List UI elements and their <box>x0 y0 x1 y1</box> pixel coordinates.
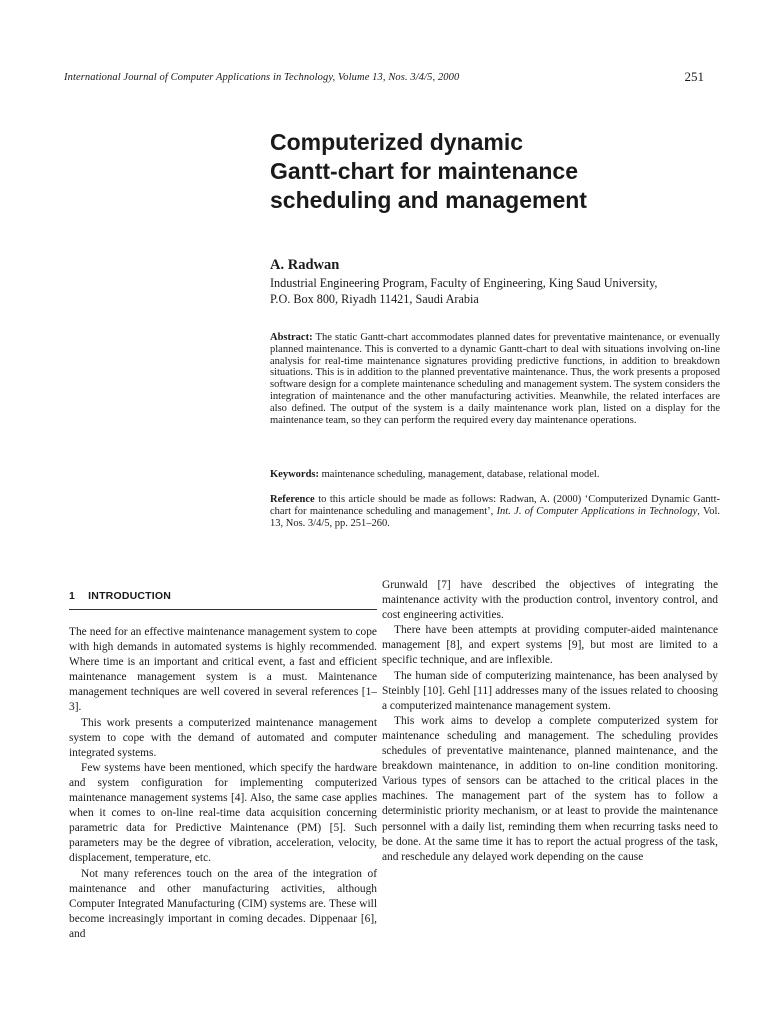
paragraph: There have been attempts at providing computer-aided maintenance management [8], and expert systems [9], but most are limited to a specific technique, and are inflexible. <box>382 624 718 667</box>
affiliation-line: P.O. Box 800, Riyadh 11421, Saudi Arabia <box>270 291 479 306</box>
journal-header: International Journal of Computer Applications in Technology, Volume 13, Nos. 3/4/5, 2000 <box>64 72 460 83</box>
keywords-label: Keywords: <box>270 469 319 480</box>
paragraph: This work aims to develop a complete computerized system for maintenance scheduling and management. The scheduling provides schedules of preventative maintenance, planned maintenance, and the breakdown maintenance, in addition to on-line condition monitoring. Various types of sensors can be attached to the critical places in the machines. The management part of the system has to follow a deterministic priority mechanism, or at least to provide the maintenance personnel with a daily list, reminding them when recurring tasks need to be done. At the same time it has to report the actual progress of the task, and reschedule any delayed work depending on the cause <box>382 714 718 863</box>
paragraph: Few systems have been mentioned, which specify the hardware and system configuration for implementing computerized maintenance management systems [4]. Also, the same case applies when it comes to on-line real-time data acquisition concerning parametric data for Predictive Maintenance (PM) [5]. Such parameters may be the degree of vibration, acceleration, velocity, displacement, temperature, etc. <box>69 761 377 865</box>
abstract-text: The static Gantt-chart accommodates planned dates for preventative maintenance, or evenually planned maintenance. This is converted to a dynamic Gantt-chart to deal with situations involving on-line analysis for real-time maintenance signatures providing predictive functions, in addition to breakdown situations. This is in addition to the planned preventative maintenance. Thus, the work presents a proposed software design for a complete maintenance scheduling and management system. The system considers the integration of maintenance and the other manufacturing activities. Meanwhile, the related interfaces are also defined. The output of the system is a daily maintenance work plan, listed on a display for the maintenance team, so they can perform the required every day maintenance operations. <box>270 332 721 426</box>
left-column <box>69 625 377 942</box>
section-title: INTRODUCTION <box>88 590 172 602</box>
title-line: Computerized dynamic <box>270 129 524 155</box>
keywords <box>270 469 720 481</box>
paragraph: This work presents a computerized maintenance management system to cope with the demand of automated and computer integrated systems. <box>69 716 377 759</box>
page-number: 251 <box>684 69 704 84</box>
abstract-label: Abstract: <box>270 332 313 343</box>
reference-text-end: , Vol. 13, Nos. 3/4/5, pp. 251–260. <box>270 505 720 529</box>
paragraph: Not many references touch on the area of the integration of maintenance and other manufacturing activities, although Computer Integrated Manufacturing (CIM) systems are. These will become increasingly important in coming decades. Dippenaar [6], and <box>69 867 377 940</box>
title-line: scheduling and management <box>270 187 587 213</box>
article-title <box>270 128 730 215</box>
citation-reference <box>270 494 720 529</box>
title-line: Gantt-chart for maintenance <box>270 158 578 184</box>
paragraph: Grunwald [7] have described the objectives of integrating the maintenance activity with the production control, inventory control, and cost engineering activities. <box>382 579 718 622</box>
affiliation-line: Industrial Engineering Program, Faculty of Engineering, King Saud University, <box>270 276 658 290</box>
paragraph: The human side of computerizing maintenance, has been analysed by Steinbly [10]. Gehl [11] addresses many of the issues related to choosing a computerized maintenance management system. <box>382 669 718 712</box>
paragraph: The need for an effective maintenance management system to cope with high demands in automated systems is highly recommended. Where time is an important and critical event, a fast and efficient maintenance management system is a must. Maintenance management techniques are well covered in several references [1–3]. <box>69 626 377 714</box>
abstract <box>270 332 720 426</box>
right-column <box>382 578 718 865</box>
section-heading <box>69 590 171 602</box>
section-divider <box>69 609 377 610</box>
reference-text: to this article should be made as follows: Radwan, A. (2000) ‘Computerized Dynamic Gantt-chart for maintenance scheduling and management’, <box>270 494 720 517</box>
reference-journal: Int. J. of Computer Applications in Technology <box>496 505 698 517</box>
author-affiliation <box>270 276 720 307</box>
section-number: 1 <box>69 590 76 602</box>
reference-label: Reference <box>270 494 315 505</box>
keywords-text: maintenance scheduling, management, database, relational model. <box>321 469 600 480</box>
author-name: A. Radwan <box>270 257 340 273</box>
